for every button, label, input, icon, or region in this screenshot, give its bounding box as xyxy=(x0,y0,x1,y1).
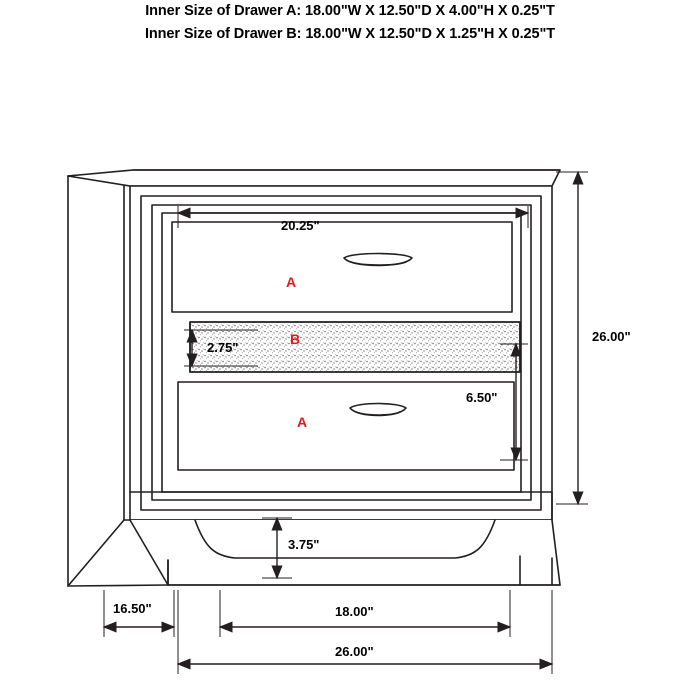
dim-top-width: 20.25" xyxy=(281,218,320,233)
header-line-drawer-a: Inner Size of Drawer A: 18.00"W X 12.50"D X 4.00"H X 0.25"T xyxy=(145,3,555,19)
dim-overall-width: 26.00" xyxy=(335,644,374,659)
dim-drawer-b-height: 2.75" xyxy=(207,340,239,355)
header-line-drawer-b: Inner Size of Drawer B: 18.00"W X 12.50"D X 1.25"H X 0.25"T xyxy=(144,26,556,42)
dim-leg-clearance: 3.75" xyxy=(288,537,320,552)
drawer-label-a-top: A xyxy=(286,274,297,290)
dim-overall-height: 26.00" xyxy=(592,329,631,344)
drawer-label-a-bottom: A xyxy=(297,414,308,430)
dim-lower-drawer-height: 6.50" xyxy=(466,390,498,405)
dim-depth: 16.50" xyxy=(113,601,152,616)
dim-inner-width: 18.00" xyxy=(335,604,374,619)
drawer-label-b: B xyxy=(290,331,301,347)
